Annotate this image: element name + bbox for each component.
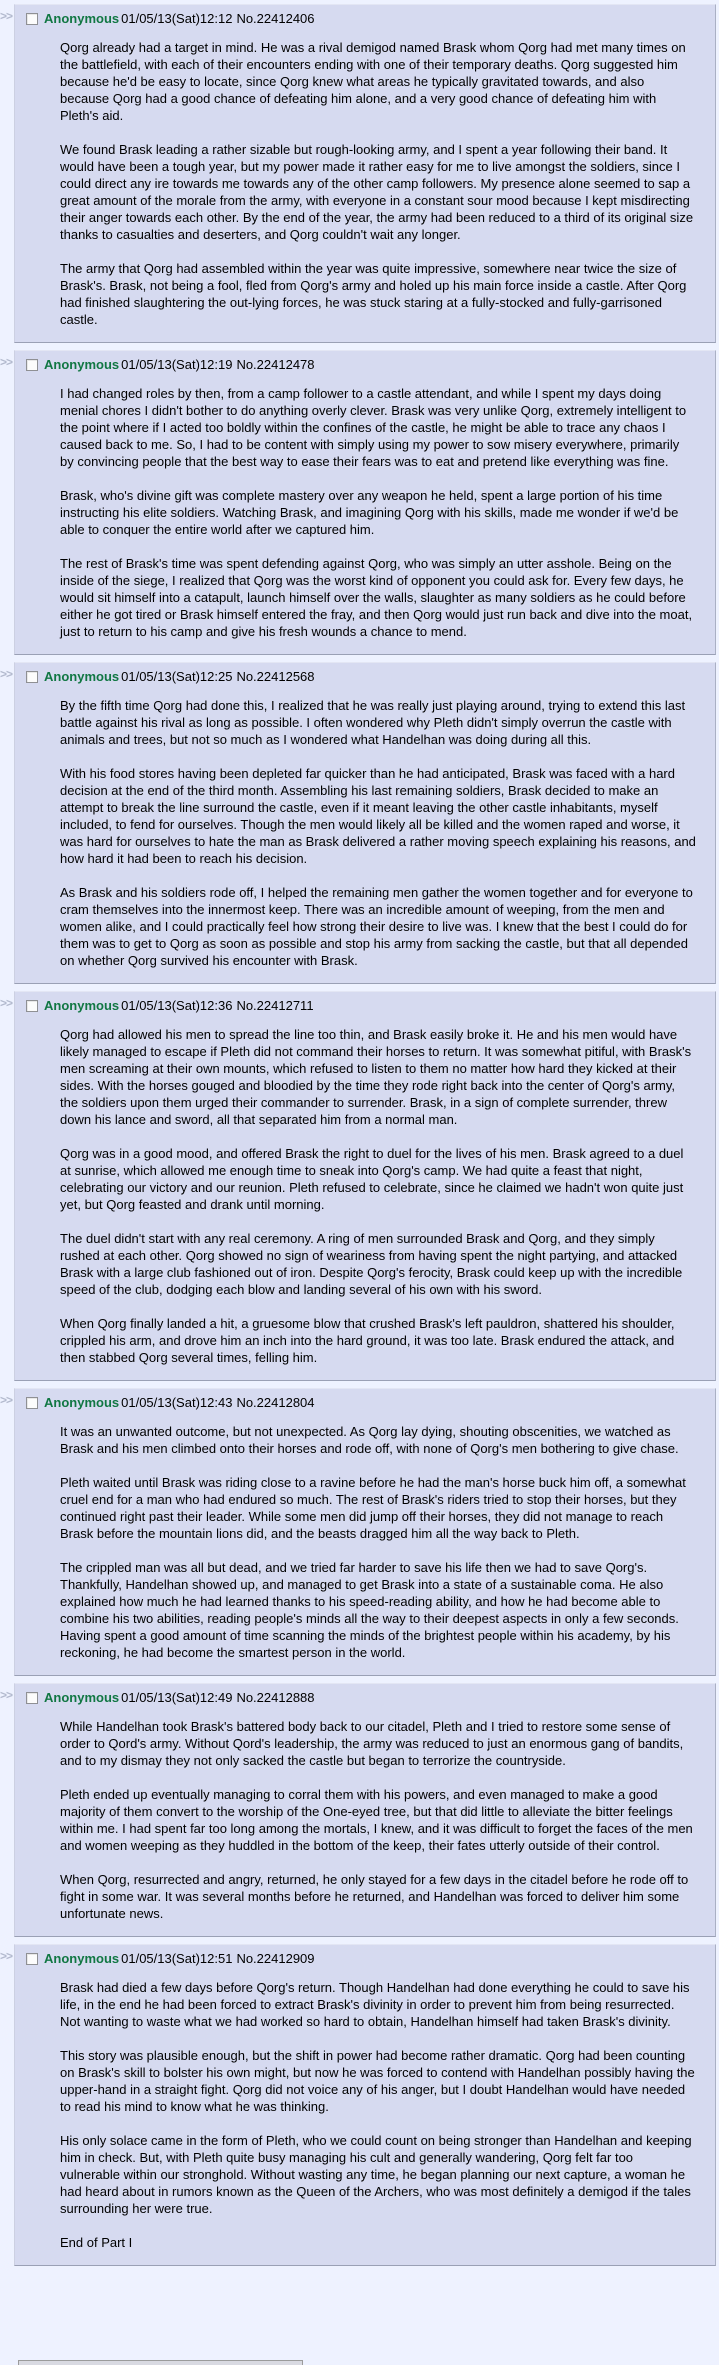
post-date: 01/05/13(Sat)12:43	[121, 1395, 233, 1410]
side-arrows: >>	[0, 1688, 13, 1702]
post	[14, 991, 716, 1381]
post	[14, 1944, 716, 2266]
post-paragraph: We found Brask leading a rather sizable but rough-looking army, and I spent a year following their band. It would have been a tough year, but my power made it rather easy for me to live amongst the soldiers, since I could direct any ire towards me towards any of the other camp followers. My presence alone seemed to sap a great amount of the morale from the army, with everyone in a constant sour mood because I kept misdirecting their anger towards each other. By the end of the year, the army had been reduced to a third of its original size thanks to casualties and deserters, and Qorg couldn't wait any longer.	[60, 142, 694, 242]
post-header	[15, 1684, 715, 1705]
post-row	[0, 991, 719, 1381]
post-body	[60, 1423, 696, 1675]
post-paragraph: Brask had died a few days before Qorg's return. Though Handelhan had done everything he could to save his life, in the end he had been forced to extract Brask's divinity in order to prevent him from being resurrected. Not wanting to waste what we had worked so hard to obtain, Handelhan himself had taken Brask's divinity.	[60, 1980, 690, 2029]
post-author: Anonymous	[44, 11, 120, 26]
post-header	[15, 992, 715, 1013]
post-number[interactable]: No.22412568	[236, 669, 315, 684]
post-body	[60, 39, 696, 342]
next-post-partial	[18, 2360, 303, 2365]
side-arrows: >>	[0, 1393, 13, 1407]
post-paragraph: Qorg had allowed his men to spread the line too thin, and Brask easily broke it. He and his men would have likely managed to escape if Pleth did not command their horses to return. It was somewhat pitiful, with Brask's men screaming at their own mounts, which refused to listen to them no matter how hard they kicked at their sides. With the horses gouged and bloodied by the time they rode right back into the center of Qorg's army, the soldiers upon them urged their commander to surrender. Brask, in a sign of complete surrender, threw down his lance and sword, all that separated him from a normal man.	[60, 1027, 692, 1127]
post-paragraph: Pleth ended up eventually managing to corral them with his powers, and even managed to make a good majority of them convert to the worship of the One-eyed tree, but that did little to alleviate the bitter feelings within me. I had spent far too long among the mortals, I knew, and it was difficult to forget the faces of the men and women weeping as they huddled in the bottom of the keep, their fates utterly outside of their control.	[60, 1787, 693, 1853]
post-row	[0, 662, 719, 984]
post-paragraph: The crippled man was all but dead, and we tried far harder to save his life then we had to save Qorg's. Thankfully, Handelhan showed up, and managed to get Brask into a state of a sustainable coma. He also explained how much he had learned thanks to his speed-reading ability, and how he had become able to combine his two abilities, reading people's minds all the way to their deepest aspects in only a few seconds. Having spent a good amount of time scanning the minds of the brightest people within his academy, by his reckoning, he had become the smartest person in the world.	[60, 1560, 679, 1660]
post-checkbox[interactable]	[26, 1397, 38, 1409]
post-paragraph: Pleth waited until Brask was riding close to a ravine before he had the man's horse buck him off, a somewhat cruel end for a man who had endured so much. The rest of Brask's riders tried to stop their horses, but they continued right past their leader. While some men did jump off their horses, they did not manage to reach Brask before the mountain lions did, and the beasts dragged him all the way back to Pleth.	[60, 1475, 686, 1541]
post-number[interactable]: No.22412909	[236, 1951, 315, 1966]
post-paragraph: End of Part I	[60, 2235, 133, 2250]
post-date: 01/05/13(Sat)12:19	[121, 357, 233, 372]
post-checkbox[interactable]	[26, 1692, 38, 1704]
post-paragraph: The duel didn't start with any real ceremony. A ring of men surrounded Brask and Qorg, and they simply rushed at each other. Qorg showed no sign of weariness from having spent the night partying, and attacked Brask with a large club fashioned out of iron. Despite Qorg's ferocity, Brask could keep up with the incredible speed of the club, dodging each blow and landing several of his own with his sword.	[60, 1231, 683, 1297]
post-row	[0, 1683, 719, 1937]
post-author: Anonymous	[44, 357, 120, 372]
side-arrows: >>	[0, 9, 13, 23]
post-date: 01/05/13(Sat)12:25	[121, 669, 233, 684]
post-author: Anonymous	[44, 1690, 120, 1705]
side-arrows: >>	[0, 1949, 13, 1963]
post	[14, 1388, 716, 1676]
post-paragraph: When Qorg finally landed a hit, a gruesome blow that crushed Brask's left pauldron, shattered his shoulder, crippled his arm, and drove him an inch into the hard ground, it was too late. Brask endured the attack, and then stabbed Qorg several times, felling him.	[60, 1316, 675, 1365]
post-checkbox[interactable]	[26, 359, 38, 371]
post-body	[60, 1718, 696, 1936]
post-paragraph: With his food stores having been depleted far quicker than he had anticipated, Brask was faced with a hard decision at the end of the third month. Assembling his last remaining soldiers, Brask decided to make an attempt to break the line surround the castle, even if it meant leaving the other castle inhabitants, myself included, to fend for ourselves. Though the men would likely all be killed and the women raped and worse, it was hard for ourselves to hate the man as Brask delivered a rather moving speech explaining his reasons, and how hard it had been to reach his decision.	[60, 766, 696, 866]
post-number[interactable]: No.22412478	[236, 357, 315, 372]
post-number[interactable]: No.22412406	[236, 11, 315, 26]
post-checkbox[interactable]	[26, 671, 38, 683]
post-paragraph: As Brask and his soldiers rode off, I helped the remaining men gather the women together and for everyone to cram themselves into the innermost keep. There was an incredible amount of weeping, from the men and women alike, and I could practically feel how strong their desire to live was. I knew that the best I could do for them was to get to Qorg as soon as possible and stop his army from sacking the castle, but that all depended on whether Qorg survived his encounter with Brask.	[60, 885, 693, 968]
side-arrows: >>	[0, 355, 13, 369]
post-date: 01/05/13(Sat)12:51	[121, 1951, 233, 1966]
post-paragraph: Qorg was in a good mood, and offered Brask the right to duel for the lives of his men. Brask agreed to a duel at sunrise, which allowed me enough time to sneak into Qorg's camp. We had quite a feast that night, celebrating our victory and our reunion. Pleth refused to celebrate, since he claimed we hadn't won quite just yet, but Qorg feasted and drank until morning.	[60, 1146, 684, 1212]
post-header	[15, 663, 715, 684]
post	[14, 4, 716, 343]
post-author: Anonymous	[44, 1951, 120, 1966]
post	[14, 662, 716, 984]
post-checkbox[interactable]	[26, 13, 38, 25]
post-paragraph: The rest of Brask's time was spent defending against Qorg, who was simply an utter asshole. Being on the inside of the siege, I realized that Qorg was the worst kind of opponent you could ask for. Every few days, he would sit himself into a catapult, launch himself over the walls, slaughter as many soldiers as he could before either he got tired or Brask himself entered the fray, and then Qorg would just run back and dive into the moat, just to return to his camp and give his fresh wounds a chance to mend.	[60, 556, 693, 639]
post-body	[60, 385, 696, 654]
post-header	[15, 1945, 715, 1966]
post-body	[60, 1026, 696, 1380]
post-author: Anonymous	[44, 669, 120, 684]
post-header	[15, 1389, 715, 1410]
post-date: 01/05/13(Sat)12:36	[121, 998, 233, 1013]
post-paragraph: Brask, who's divine gift was complete mastery over any weapon he held, spent a large portion of his time instructing his elite soldiers. Watching Brask, and imagining Qorg with his skills, made me wonder if we'd be able to conquer the entire world after we captured him.	[60, 488, 679, 537]
post-author: Anonymous	[44, 1395, 120, 1410]
post-paragraph: It was an unwanted outcome, but not unexpected. As Qorg lay dying, shouting obscenities, we watched as Brask and his men climbed onto their horses and rode off, with none of Qorg's men bothering to give chase.	[60, 1424, 679, 1456]
post-header	[15, 351, 715, 372]
post-row	[0, 1944, 719, 2266]
post-body	[60, 697, 696, 983]
post-row	[0, 1388, 719, 1676]
post-header	[15, 5, 715, 26]
post-row	[0, 350, 719, 655]
post-paragraph: The army that Qorg had assembled within the year was quite impressive, somewhere near twice the size of Brask's. Brask, not being a fool, fled from Qorg's army and holed up his main force inside a castle. After Qorg had finished slaughtering the out-lying forces, he was stuck staring at a fully-stocked and fully-garrisoned castle.	[60, 261, 687, 327]
post-number[interactable]: No.22412888	[236, 1690, 315, 1705]
post-number[interactable]: No.22412711	[236, 998, 314, 1013]
post-paragraph: This story was plausible enough, but the shift in power had become rather dramatic. Qorg had been counting on Brask's skill to bolster his own might, but now he was forced to contend with Handelhan possibly having the upper-hand in a straight fight. Qorg did not voice any of his anger, but I doubt Handelhan would have needed to read his mind to know what he was thinking.	[60, 2048, 695, 2114]
post-paragraph: Qorg already had a target in mind. He was a rival demigod named Brask whom Qorg had met many times on the battlefield, with each of their encounters ending with one of their temporary deaths. Qorg suggested him because he'd be easy to locate, since Qorg knew what areas he typically gravitated towards, and also because Qorg had a good chance of defeating him alone, and a very good chance of defeating him with Pleth's aid.	[60, 40, 686, 123]
post-checkbox[interactable]	[26, 1953, 38, 1965]
post	[14, 1683, 716, 1937]
post-body	[60, 1979, 696, 2265]
post-paragraph: While Handelhan took Brask's battered body back to our citadel, Pleth and I tried to restore some sense of order to Qord's army. Without Qord's leadership, the army was reduced to just an enormous gang of bandits, and to my dismay they not only sacked the castle but began to terrorize the countryside.	[60, 1719, 684, 1768]
post-paragraph: By the fifth time Qorg had done this, I realized that he was really just playing around, trying to extend this last battle against his rival as long as possible. I often wondered why Pleth didn't simply overrun the castle with animals and trees, but not so much as I wondered what Handelhan was doing during all this.	[60, 698, 686, 747]
post-checkbox[interactable]	[26, 1000, 38, 1012]
post-author: Anonymous	[44, 998, 120, 1013]
post-row	[0, 4, 719, 343]
post-date: 01/05/13(Sat)12:49	[121, 1690, 233, 1705]
post-number[interactable]: No.22412804	[236, 1395, 315, 1410]
side-arrows: >>	[0, 667, 13, 681]
post-paragraph: His only solace came in the form of Pleth, who we could count on being stronger than Handelhan and keeping him in check. But, with Pleth quite busy managing his cult and generally wandering, Qorg felt far too vulnerable within our stronghold. Without wasting any time, he began planning our next capture, a woman he had heard about in rumors known as the Queen of the Archers, who was most definitely a demigod if the tales surrounding her were true.	[60, 2133, 692, 2216]
post-paragraph: I had changed roles by then, from a camp follower to a castle attendant, and while I spent my days doing menial chores I didn't bother to do anything overly clever. Brask was very unlike Qorg, extremely intelligent to the point where if I acted too boldly within the confines of the castle, he might be able to trace any chaos I caused back to me. So, I had to be content with simply using my power to sow misery everywhere, primarily by convincing people that the best way to ease their fears was to eat and pretend like everything was fine.	[60, 386, 687, 469]
side-arrows: >>	[0, 996, 13, 1010]
post	[14, 350, 716, 655]
post-paragraph: When Qorg, resurrected and angry, returned, he only stayed for a few days in the citadel before he rode off to fight in some war. It was several months before he returned, and Handelhan was forced to deliver him some unfortunate news.	[60, 1872, 689, 1921]
post-date: 01/05/13(Sat)12:12	[121, 11, 233, 26]
